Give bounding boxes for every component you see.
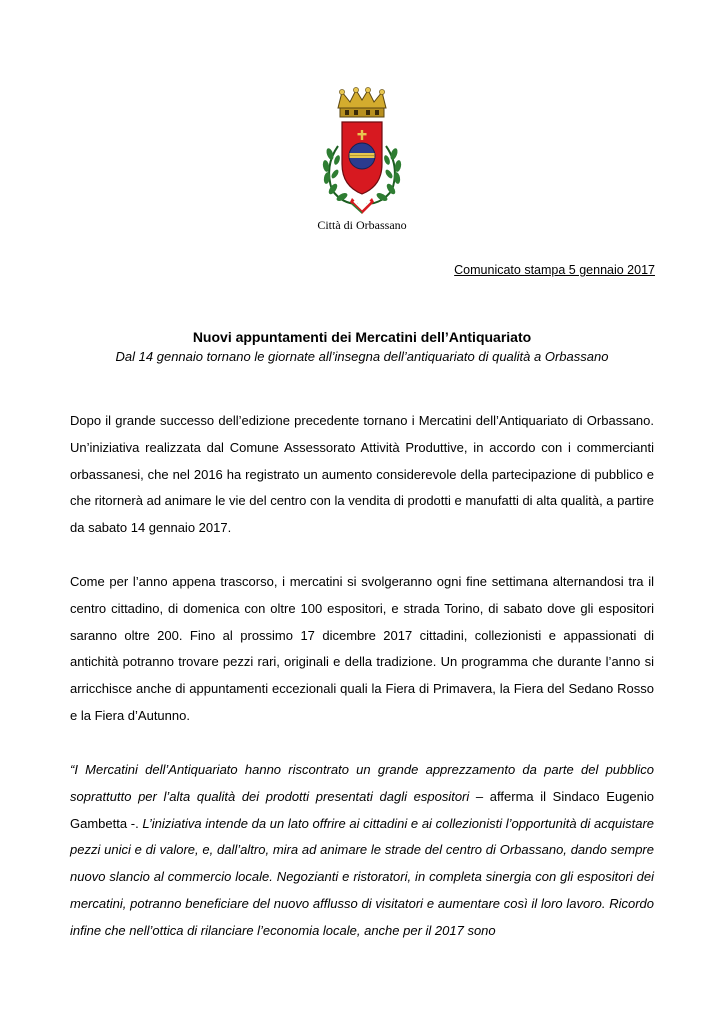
paragraph-schedule: Come per l’anno appena trascorso, i mercatini si svolgeranno ogni fine settimana alternandosi tra il centro cittadino, di domenica con oltre 100 espositori, e strada Torino, di sabato dove gli espositori saranno oltre 200. Fino al prossimo 17 dicembre 2017 cittadini, collezionisti e appassionati di antichità potranno trovare pezzi rari, originali e della tradizione. Un programma che durante l’anno si arricchisce anche di appuntamenti eccezionali quali la Fiera di Primavera, la Fiera del Sedano Rosso e la Fiera d’Autunno. bbox=[70, 574, 654, 723]
paragraph-quote bbox=[70, 757, 654, 945]
page-title: Nuovi appuntamenti dei Mercatini dell’Antiquariato bbox=[192, 329, 532, 345]
ribbon-icon bbox=[350, 198, 374, 214]
crown-icon bbox=[338, 87, 386, 117]
quote-part-2: L’iniziativa intende da un lato offrire ai cittadini e ai collezionisti l’opportunità di acquistare pezzi unici e di valore, e, dall’altro, mira ad animare le strade del centro di Orbassano, dando sempre nuovo slancio al commercio locale. Negozianti e ristoratori, in completa sinergia con gli espositori dei mercatini, potranno beneficiare del nuovo afflusso di visitatori e aumentare così il loro lavoro. Ricordo infine che nell’ottica di rilanciare l’economia locale, anche per il 2017 sono bbox=[70, 815, 655, 938]
quote-part-1: “I Mercatini dell’Antiquariato hanno riscontrato un grande apprezzamento da parte del pubblico soprattutto per l’alta qualità dei prodotti presentati dagli espositori bbox=[70, 762, 654, 804]
paragraph-intro: Dopo il grande successo dell’edizione precedente tornano i Mercatini dell’Antiquariato di Orbassano. Un’iniziativa realizzata dal Comune Assessorato Attività Produttive, in accordo con i commercianti orbassanesi, che nel 2016 ha registrato un aumento considerevole della partecipazione di pubblico e che ritornerà ad animare le vie del centro con la vendita di prodotti e manufatti di alta qualità, a partire da sabato 14 gennaio 2017. bbox=[70, 413, 654, 536]
press-release-date: Comunicato stampa 5 gennaio 2017 bbox=[454, 263, 655, 277]
quote-attribution: – afferma il Sindaco Eugenio Gambetta -. bbox=[70, 788, 655, 831]
page-subtitle: Dal 14 gennaio tornano le giornate all’insegna dell’antiquariato di qualità a Orbassano bbox=[115, 349, 609, 364]
town-caption: Città di Orbassano bbox=[317, 218, 407, 232]
city-coat-of-arms-icon bbox=[316, 86, 408, 216]
shield-icon bbox=[342, 122, 382, 194]
